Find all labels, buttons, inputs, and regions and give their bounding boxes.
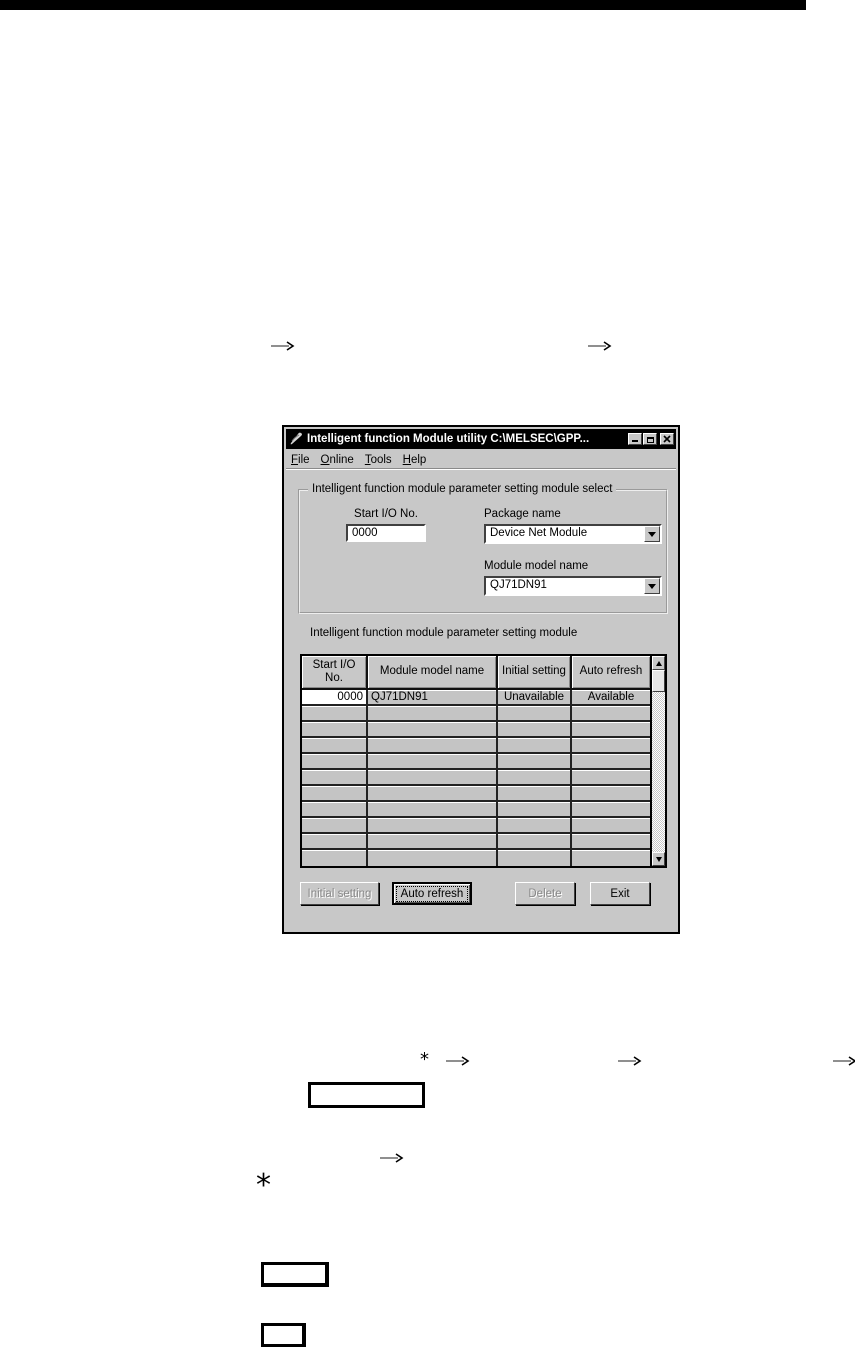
right-arrow-icon — [618, 1053, 642, 1063]
scrollbar-thumb[interactable] — [652, 670, 665, 692]
triangle-down-icon — [656, 857, 662, 865]
auto-refresh-button[interactable]: Auto refresh — [392, 882, 472, 905]
menu-help[interactable]: Help — [402, 453, 427, 466]
column-header: Initial setting — [498, 656, 572, 688]
scroll-up-button[interactable] — [652, 656, 665, 670]
table-row-empty[interactable] — [302, 770, 650, 786]
package-name-label: Package name — [484, 508, 561, 520]
menu-online[interactable]: Online — [320, 453, 354, 466]
table-row-empty[interactable] — [302, 722, 650, 738]
table-row-empty[interactable] — [302, 818, 650, 834]
right-arrow-icon — [446, 1053, 470, 1063]
title-bar — [286, 429, 676, 449]
chevron-down-icon — [648, 584, 656, 593]
table-caption: Intelligent function module parameter setting module — [310, 627, 578, 639]
table-body — [302, 656, 650, 866]
footnote-asterisk: * — [256, 1168, 271, 1203]
button-callout-box — [308, 1082, 425, 1108]
package-name-select[interactable]: Device Net Module — [484, 524, 662, 544]
button-callout-box — [261, 1323, 306, 1347]
column-header: Auto refresh — [572, 656, 650, 688]
right-arrow-icon — [271, 338, 295, 348]
table-row-empty[interactable] — [302, 834, 650, 850]
start-io-input[interactable]: 0000 — [346, 524, 426, 542]
minimize-icon — [632, 440, 638, 442]
cell-initial-setting[interactable]: Unavailable — [498, 690, 572, 704]
module-model-select[interactable]: QJ71DN91 — [484, 576, 662, 596]
initial-setting-button[interactable]: Initial setting — [300, 882, 379, 905]
scroll-down-button[interactable] — [652, 852, 665, 866]
maximize-button[interactable] — [643, 433, 657, 445]
triangle-up-icon — [656, 658, 662, 666]
asterisk-marker: * — [420, 1049, 429, 1070]
menu-tools[interactable]: Tools — [364, 453, 392, 466]
module-select-groupbox — [298, 483, 668, 614]
column-header: Module model name — [368, 656, 498, 688]
table-row-empty[interactable] — [302, 706, 650, 722]
cell-auto-refresh[interactable]: Available — [572, 690, 650, 704]
window-title: Intelligent function Module utility C:\MELSEC\GPP... — [307, 433, 590, 445]
right-arrow-icon — [588, 338, 612, 348]
cell-start-io[interactable]: 0000 — [302, 690, 368, 704]
menu-bar — [286, 451, 676, 469]
minimize-button[interactable] — [628, 433, 642, 445]
table-row-empty[interactable] — [302, 850, 650, 866]
close-button[interactable] — [660, 433, 674, 445]
column-header: Start I/O No. — [302, 656, 368, 688]
exit-button[interactable]: Exit — [590, 882, 650, 905]
scrollbar-track[interactable] — [652, 692, 665, 852]
module-parameter-table — [300, 654, 667, 868]
dropdown-button[interactable] — [644, 578, 660, 594]
dropdown-button[interactable] — [644, 526, 660, 542]
delete-button[interactable]: Delete — [515, 882, 575, 905]
table-row-empty[interactable] — [302, 738, 650, 754]
vertical-scrollbar[interactable] — [650, 656, 665, 866]
chevron-down-icon — [648, 532, 656, 541]
app-icon — [289, 432, 304, 446]
right-arrow-icon — [380, 1150, 404, 1160]
table-row-empty[interactable] — [302, 754, 650, 770]
table-header-row — [302, 656, 650, 690]
table-row[interactable] — [302, 690, 650, 706]
close-icon — [661, 434, 673, 444]
page-header-bar — [0, 0, 806, 10]
intelligent-function-module-utility-window — [282, 425, 680, 934]
table-row-empty[interactable] — [302, 802, 650, 818]
cell-model[interactable]: QJ71DN91 — [368, 690, 498, 704]
table-row-empty[interactable] — [302, 786, 650, 802]
maximize-icon — [647, 437, 654, 443]
groupbox-title: Intelligent function module parameter setting module select — [308, 483, 616, 495]
start-io-label: Start I/O No. — [354, 508, 418, 520]
menu-file[interactable]: File — [291, 453, 310, 466]
module-model-label: Module model name — [484, 560, 589, 572]
button-callout-box — [261, 1262, 329, 1287]
right-arrow-icon — [833, 1053, 855, 1063]
